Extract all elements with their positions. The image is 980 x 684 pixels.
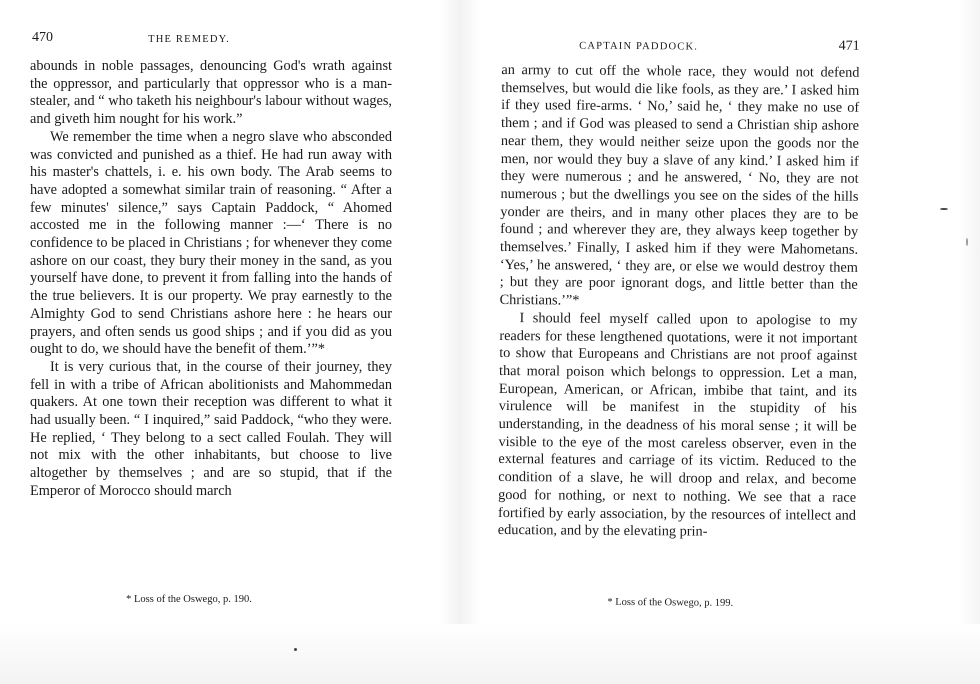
scan-bottom-band bbox=[0, 624, 980, 684]
scan-speck bbox=[966, 238, 968, 246]
left-page-number: 470 bbox=[32, 30, 53, 45]
scan-speck bbox=[294, 648, 297, 651]
left-running-title: THE REMEDY. bbox=[148, 34, 230, 45]
left-paragraph-3: It is very curious that, in the course of their journey, they fell in with a tribe of African abolitionists and Mahommedan quakers. At one town their reception was different to what it had usually been. “ I inquired,” said Paddock, “who they were. He replied, ‘ They belong to a sect called Foulah. They will not mix with the other inhabitants, but choose to live altogether by themselves ; and are so stupid, that if the Emperor of Morocco should march bbox=[30, 358, 392, 499]
right-running-title: CAPTAIN PADDOCK. bbox=[579, 40, 699, 53]
right-footnote: * Loss of the Oswego, p. 199. bbox=[607, 596, 734, 609]
right-paragraph-2: I should feel myself called upon to apologise to my readers for these lengthened quotations, were it not important to show that Europeans and Christians are not proof against that moral poison which belongs to oppression. Let a man, European, American, or African, imbibe that taint, and its virulence will be manifest in the stupidity of his understanding, in the deadness of his moral sense ; it will be visible to the eye of the most careless observer, even in the external features and carriage of its victim. Reduced to the condition of a slave, he will droop and relax, and become good for nothing, or next to nothing. We see that a race fortified by early association, by the resources of intellect and education, and by the elevating prin- bbox=[497, 309, 858, 540]
left-footnote: * Loss of the Oswego, p. 190. bbox=[126, 594, 252, 605]
left-body-text bbox=[30, 58, 392, 501]
right-paragraph-1: an army to cut off the whole race, they would not defend themselves, but would die like fools, as they are.’ I asked him if they used fire-arms. ‘ No,’ said he, ‘ they make no use of them ; and if God was pleased to send a Christian ship ashore near them, they would neither seize upon the goods nor the men, nor would they buy a slave of any kind.’ I asked him if they were numerous ; and he answered, ‘ No, they are not numerous ; but the dwellings you see on the sides of the hills yonder are theirs, and in many other places they are to be found ; and wherever they are, they always keep together by themselves.’ Finally, I asked him if they were Mahometans. ‘Yes,’ he answered, ‘ they are, or else we would destroy them ; but they are poor ignorant dogs, and little better than the Christians.’”* bbox=[499, 61, 860, 309]
right-running-head bbox=[502, 36, 860, 59]
right-body-text bbox=[498, 62, 860, 543]
right-page-number: 471 bbox=[838, 38, 860, 54]
book-gutter bbox=[440, 0, 480, 684]
page-edge-shadow bbox=[958, 0, 980, 684]
right-page bbox=[497, 0, 860, 609]
left-paragraph-2: We remember the time when a negro slave who absconded was convicted and punished as a thief. He had run away with his master's chattels, i. e. his own body. The Arab seems to have adopted a somewhat similar train of reasoning. “ After a few minutes' silence,” says Captain Paddock, “ Ahomed accosted me in the following manner :—‘ There is no confidence to be placed in Christians ; for whenever they come ashore on our coast, they bury their money in the sand, as you yourself have done, to prevent it from falling into the hands of the true believers. It is our property. We pray earnestly to the Almighty God to send Christians ashore here : he hears our prayers, and often sends us good ships ; and if you did as you ought to do, we should have the benefit of them.’”* bbox=[30, 128, 392, 358]
left-paragraph-1: abounds in noble passages, denouncing God's wrath against the oppressor, and particularly that oppressor who is a man-stealer, and “ who taketh his neighbour's labour without wages, and giveth him nought for his work.” bbox=[30, 58, 392, 128]
scan-speck bbox=[940, 208, 948, 210]
left-running-head bbox=[30, 30, 392, 50]
